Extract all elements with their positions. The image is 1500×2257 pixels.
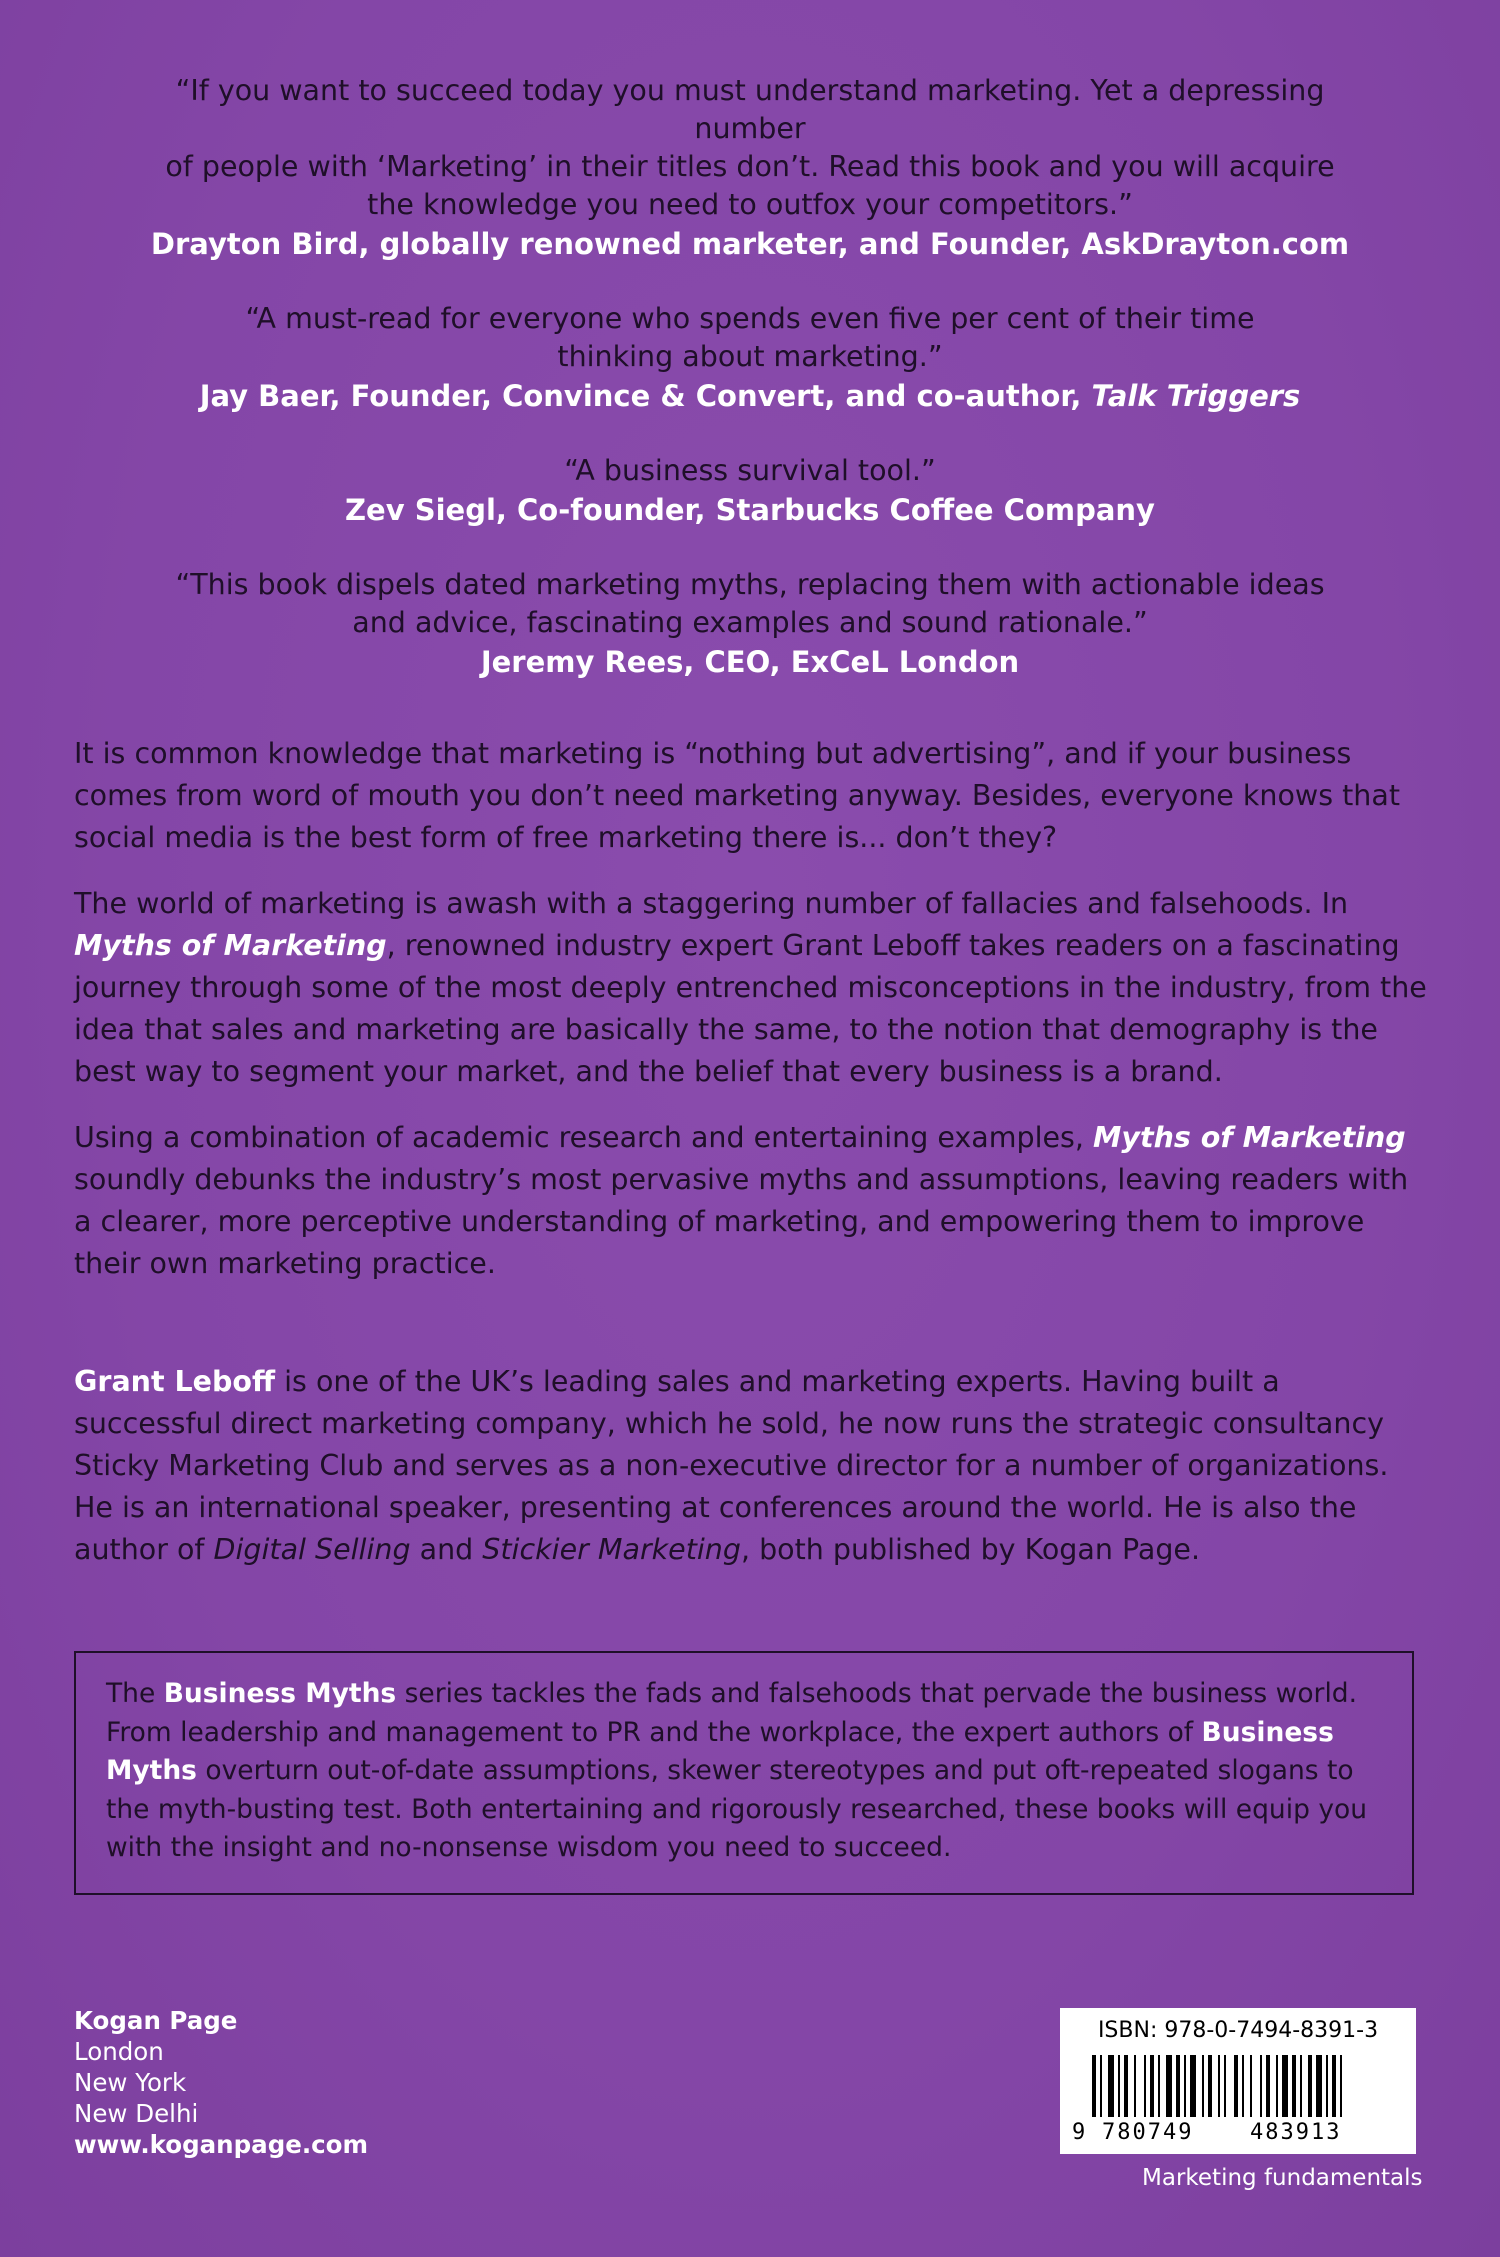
quote-line: “This book dispels dated marketing myths, replacing them with actionable ideas <box>175 568 1325 601</box>
endorsements <box>120 72 1380 718</box>
barcode-bar <box>1326 2055 1328 2117</box>
description-paragraph-3 <box>74 1117 1434 1285</box>
barcode-bar <box>1100 2055 1102 2117</box>
attribution-text: Jeremy Rees, CEO, ExCeL London <box>480 645 1020 679</box>
barcode-bar <box>1176 2055 1180 2117</box>
publisher-website-link[interactable]: www.koganpage.com <box>74 2130 369 2159</box>
barcode-bar <box>1300 2055 1302 2117</box>
barcode-bar <box>1202 2055 1204 2117</box>
paragraph-text: , renowned industry expert Grant Leboff takes readers on a fascinating journey through some of the most deeply entrenched misconceptions in the industry, from the idea that sales and marketing are basically the same, to the notion that demography is the best way to segment your market, and the belief that every business is a brand. <box>74 929 1427 1088</box>
series-description <box>106 1675 1382 1868</box>
barcode-bar <box>1260 2055 1262 2117</box>
barcode-digits-left: 780749 <box>1102 2120 1194 2143</box>
book-title: Myths of Marketing <box>74 929 387 962</box>
barcode-bar <box>1134 2055 1136 2117</box>
series-text: overturn out-of-date assumptions, skewer stereotypes and put oft-repeated slogans to the myth-busting test. Both entertaining and rigorously researched, these books will equip you with the insight and no-nonsense wisdom you need to succeed. <box>106 1755 1368 1863</box>
barcode-bar <box>1108 2055 1114 2117</box>
author-bio <box>74 1361 1434 1571</box>
barcode-bar <box>1190 2055 1196 2117</box>
book-title: Myths of Marketing <box>1093 1121 1406 1154</box>
barcode-bar <box>1124 2055 1128 2117</box>
barcode-bar <box>1224 2055 1226 2117</box>
publisher-city: New Delhi <box>74 2099 199 2128</box>
barcode-bar <box>1092 2055 1096 2117</box>
endorsement-3 <box>120 452 1380 530</box>
barcode-bar <box>1218 2055 1220 2117</box>
quote-line: of people with ‘Marketing’ in their titles don’t. Read this book and you will acquire <box>165 150 1335 183</box>
barcode-bar <box>1234 2055 1238 2117</box>
barcode-graphic <box>1072 2051 1404 2143</box>
quote-attribution <box>120 224 1380 264</box>
attribution-text: Zev Siegl, Co-founder, Starbucks Coffee Company <box>345 493 1155 527</box>
bio-text: is one of the UK’s leading sales and marketing experts. Having built a successful direct marketing company, which he sold, he now runs the strategic consultancy Sticky Marketing Club and serves as a non-executive director for a number of organizations. He is an international speaker, presenting at conferences around the world. He is also the author of <box>74 1365 1389 1566</box>
publisher-info <box>74 2005 368 2160</box>
quote-line: the knowledge you need to outfox your competitors.” <box>367 188 1133 221</box>
quote-attribution <box>120 642 1380 682</box>
book-description <box>74 733 1434 1309</box>
barcode-bar <box>1184 2055 1186 2117</box>
author-bio-paragraph <box>74 1361 1434 1571</box>
isbn-barcode <box>1060 2008 1416 2154</box>
barcode-bar <box>1276 2055 1278 2117</box>
barcode-bar <box>1332 2055 1336 2117</box>
author-name: Grant Leboff <box>74 1365 276 1398</box>
barcode-digits-right: 483913 <box>1250 2120 1342 2143</box>
barcode-bar <box>1282 2055 1288 2117</box>
barcode-bar <box>1144 2055 1146 2117</box>
isbn-number: ISBN: 978-0-7494-8391-3 <box>1097 2018 1379 2043</box>
barcode-bar <box>1118 2055 1120 2117</box>
barcode-bar <box>1308 2055 1312 2117</box>
attribution-book-title: Talk Triggers <box>1091 379 1301 413</box>
paragraph-text: Using a combination of academic research and entertaining examples, <box>74 1121 1094 1154</box>
endorsement-1 <box>120 72 1380 264</box>
series-info-box <box>74 1651 1414 1895</box>
publisher-city: London <box>74 2037 164 2066</box>
quote-line: and advice, fascinating examples and sound rationale.” <box>352 606 1148 639</box>
barcode-bar <box>1242 2055 1244 2117</box>
barcode-bar <box>1340 2055 1342 2117</box>
barcode-bar <box>1266 2055 1270 2117</box>
endorsement-2 <box>120 300 1380 416</box>
endorsement-4 <box>120 566 1380 682</box>
series-name: Business Myths <box>106 1716 1334 1786</box>
description-paragraph-1: It is common knowledge that marketing is “nothing but advertising”, and if your business comes from word of mouth you don’t need marketing anyway. Besides, everyone knows that social media is the best form of free marketing there is... don’t they? <box>74 737 1401 854</box>
quote-line: thinking about marketing.” <box>557 340 943 373</box>
paragraph-text: The world of marketing is awash with a staggering number of fallacies and falsehoods. In <box>74 887 1349 920</box>
series-text: The <box>106 1678 164 1709</box>
author-book-title: Stickier Marketing <box>482 1533 741 1566</box>
quote-attribution <box>120 490 1380 530</box>
barcode-bar <box>1150 2055 1154 2117</box>
series-text: series tackles the fads and falsehoods that pervade the business world. From leadership and management to PR and the workplace, the expert authors of <box>106 1678 1358 1748</box>
barcode-bar <box>1208 2055 1212 2117</box>
attribution-text: Drayton Bird, globally renowned marketer, and Founder, AskDrayton.com <box>150 227 1350 261</box>
quote-line: “A must-read for everyone who spends even five per cent of their time <box>245 302 1255 335</box>
subject-category: Marketing fundamentals <box>1142 2165 1423 2191</box>
quote-attribution <box>120 376 1380 416</box>
barcode-bar <box>1166 2055 1172 2117</box>
bio-text: , both published by Kogan Page. <box>740 1533 1201 1566</box>
paragraph-text: soundly debunks the industry’s most pervasive myths and assumptions, leaving readers with a clearer, more perceptive understanding of marketing, and empowering them to improve their own marketing practice. <box>74 1163 1409 1280</box>
bio-text: and <box>410 1533 483 1566</box>
publisher-name: Kogan Page <box>74 2006 238 2035</box>
publisher-city: New York <box>74 2068 187 2097</box>
author-book-title: Digital Selling <box>213 1533 411 1566</box>
quote-line: “A business survival tool.” <box>564 454 936 487</box>
attribution-text: Jay Baer, Founder, Convince & Convert, and co-author, <box>199 379 1092 413</box>
barcode-bar <box>1316 2055 1322 2117</box>
barcode-bar <box>1250 2055 1252 2117</box>
barcode-first-digit: 9 <box>1072 2120 1086 2143</box>
barcode-bar <box>1158 2055 1160 2117</box>
quote-line: “If you want to succeed today you must understand marketing. Yet a depressing number <box>175 74 1325 145</box>
description-paragraph-2 <box>74 883 1434 1093</box>
barcode-bar <box>1292 2055 1296 2117</box>
series-name: Business Myths <box>163 1678 397 1709</box>
